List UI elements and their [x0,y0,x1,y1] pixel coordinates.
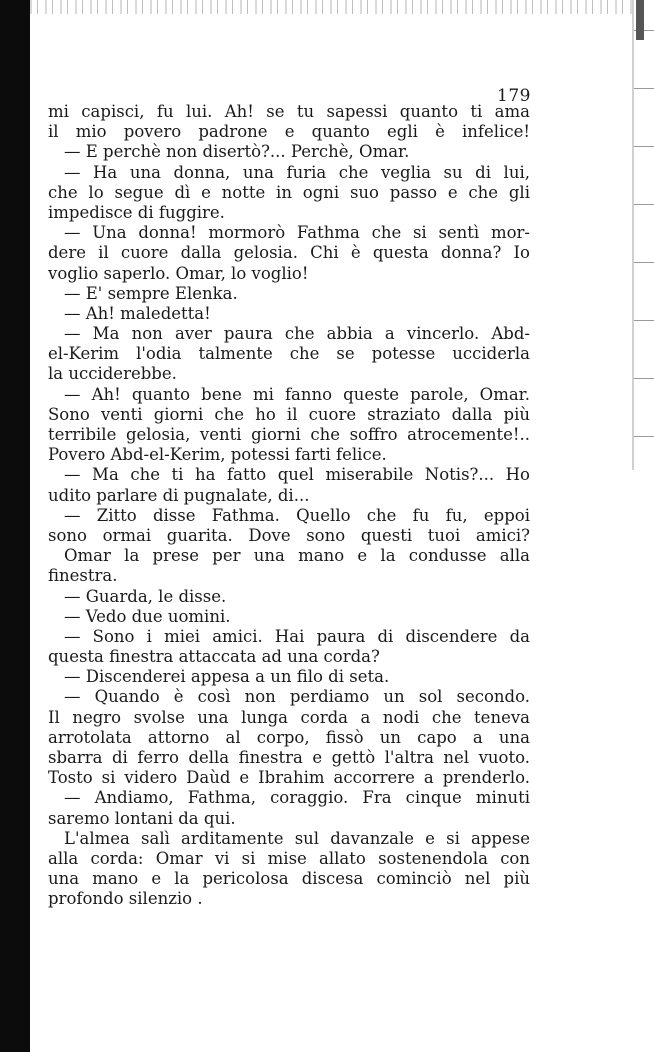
text-line: — Ma che ti ha fatto quel miserabile Notis?... Ho [64,465,530,485]
text-line: sono ormai guarita. Dove sono questi tuoi amici? [48,525,530,545]
page-right-edge [632,0,654,470]
text-line: — Vedo due uomini. [64,606,231,626]
text-line: — Ah! maledetta! [64,303,211,323]
text-line: questa finestra attaccata ad una corda? [48,647,380,667]
text-line: — Ma non aver paura che abbia a vincerlo. Abd- [64,324,530,344]
book-spine-shadow [0,0,30,1052]
text-line: che lo segue dì e notte in ogni suo passo e che gli [48,182,530,202]
text-line: udito parlare di pugnalate, di... [48,485,310,505]
text-line: — Discenderei appesa a un filo di seta. [64,667,390,687]
text-line: dere il cuore dalla gelosia. Chi è questa donna? Io [48,243,530,263]
text-line: terribile gelosia, venti giorni che soffro atrocemente!.. [48,425,530,444]
text-line: — Guarda, le disse. [64,586,227,606]
text-line: profondo silenzio . [48,889,203,909]
text-line: saremo lontani da qui. [48,808,236,828]
text-line: — Ha una donna, una furia che veglia su di lui, [64,162,530,182]
text-line: mi capisci, fu lui. Ah! se tu sapessi quanto ti ama [48,102,530,121]
page-text [48,102,530,910]
text-line: — Zitto disse Fathma. Quello che fu fu, eppoi [64,505,530,525]
text-line: Sono venti giorni che ho il cuore straziato dalla più [48,404,530,424]
text-line: Il negro svolse una lunga corda a nodi che teneva [48,707,530,727]
text-line: Omar la prese per una mano e la condusse alla [64,546,530,566]
text-line: Povero Abd-el-Kerim, potessi farti felice. [48,445,387,465]
text-line: la ucciderebbe. [48,364,177,384]
text-line: — Sono i miei amici. Hai paura di discendere da [64,626,530,646]
text-line: arrotolata attorno al corpo, fissò un capo a una [48,727,530,747]
text-line: alla corda: Omar vi si mise allato sostenendola con [48,848,530,868]
text-line: L'almea salì arditamente sul davanzale e si appese [64,828,530,848]
text-line: el-Kerim l'odia talmente che se potesse ucciderla [48,344,530,364]
text-line: una mano e la pericolosa discesa cominciò nel più [48,869,530,889]
text-line: — Quando è così non perdiamo un sol secondo. [64,687,530,707]
text-line: voglio saperlo. Omar, lo voglio! [48,263,309,283]
text-line: — E perchè non disertò?... Perchè, Omar. [64,142,410,162]
text-line: — Ah! quanto bene mi fanno queste parole, Omar. [64,384,530,404]
text-line: — Una donna! mormorò Fathma che si sentì mor- [64,223,530,243]
page-top-edge [30,0,654,14]
text-line: Tosto si videro Daùd e Ibrahim accorrere a prenderlo. [48,768,530,788]
text-line: finestra. [48,566,118,586]
page-number: 179 [497,86,531,106]
text-line: sbarra di ferro della finestra e gettò l'altra nel vuoto. [48,748,530,767]
text-line: impedisce di fuggire. [48,202,225,222]
text-line: — Andiamo, Fathma, coraggio. Fra cinque minuti [64,788,530,808]
text-line: il mio povero padrone e quanto egli è infelice! [48,122,530,142]
page-right-mark [636,0,644,40]
text-line: — E' sempre Elenka. [64,283,238,303]
